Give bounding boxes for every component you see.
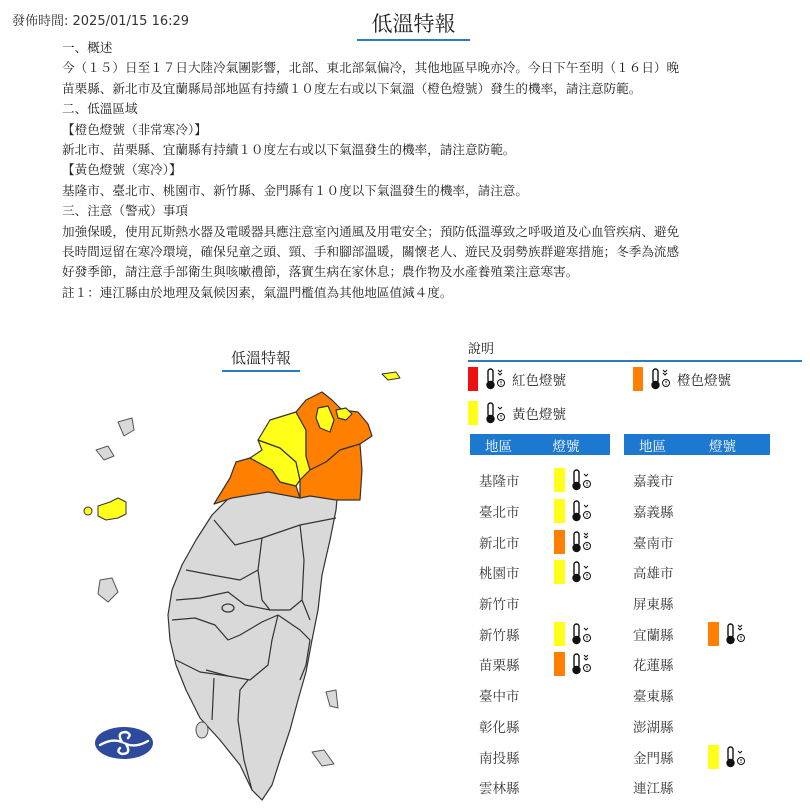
yellow-text: 基隆市、臺北市、桃園市、新竹縣、金門縣有１０度以下氣溫發生的機率，請注意。 <box>62 182 528 198</box>
region-name: 宜蘭縣 <box>633 627 674 644</box>
region-name: 嘉義市 <box>633 474 674 491</box>
yellow-swatch <box>554 468 565 492</box>
signal-indicator <box>554 560 598 584</box>
thermometer-cold-icon <box>649 367 671 391</box>
legend-item-red <box>468 367 633 391</box>
map-region-lienchiang <box>382 372 400 380</box>
region-name: 高雄市 <box>633 566 674 583</box>
yellow-swatch <box>554 560 565 584</box>
orange-swatch <box>708 622 719 646</box>
thermometer-cold-icon <box>570 652 592 676</box>
section-1-heading: 一、概述 <box>62 40 113 55</box>
region-row <box>462 588 598 619</box>
region-row <box>616 680 752 711</box>
header-signal: 燈號 <box>552 438 580 455</box>
region-list-left <box>462 465 598 803</box>
region-row <box>462 649 598 680</box>
section-3-heading: 三、注意（警戒）事項 <box>62 203 188 219</box>
region-name: 苗栗縣 <box>479 658 520 675</box>
region-name: 臺北市 <box>479 505 520 522</box>
orange-swatch <box>554 652 565 676</box>
yellow-swatch <box>468 401 478 425</box>
map-title: 低溫特報 <box>222 347 300 372</box>
section-1-text-line-2: 苗栗縣、新北市及宜蘭縣局部地區有持續１０度左右或以下氣溫（橙色燈號）發生的機率，請注意防範。 <box>62 80 642 96</box>
region-name: 彰化縣 <box>479 719 520 736</box>
region-row <box>462 526 598 557</box>
note-1: 註１：連江縣由於地理及氣候因素，氣溫門檻值為其他地區值減４度。 <box>62 284 453 300</box>
region-row <box>616 649 752 680</box>
region-name: 臺中市 <box>479 689 520 706</box>
region-row <box>616 526 752 557</box>
section-2-heading: 二、低溫區域 <box>62 101 138 117</box>
region-list-right <box>616 465 752 803</box>
thermometer-cold-icon <box>724 622 746 646</box>
thermometer-cold-icon <box>724 745 746 769</box>
signal-indicator <box>554 652 598 676</box>
thermometer-cold-icon <box>570 622 592 646</box>
region-row <box>616 618 752 649</box>
legend <box>468 338 802 430</box>
region-row <box>616 496 752 527</box>
region-name: 嘉義縣 <box>633 505 674 522</box>
region-row <box>462 711 598 742</box>
region-name: 屏東縣 <box>633 597 674 614</box>
region-row <box>462 465 598 496</box>
region-row <box>462 557 598 588</box>
orange-heading: 【橙色燈號（非常寒冷）】 <box>62 121 207 137</box>
region-row <box>616 711 752 742</box>
yellow-swatch <box>554 622 565 646</box>
thermometer-cold-icon <box>570 468 592 492</box>
signal-indicator <box>708 622 752 646</box>
issue-time: 發佈時間: 2025/01/15 16:29 <box>12 14 190 29</box>
thermometer-cold-icon <box>484 367 506 391</box>
legend-label-red: 紅色燈號 <box>512 373 566 389</box>
orange-text: 新北市、苗栗縣、宜蘭縣有持續１０度左右或以下氣溫發生的機率，請注意防範。 <box>62 142 516 158</box>
signal-indicator <box>554 530 598 554</box>
thermometer-cold-icon <box>570 530 592 554</box>
map-region-kinmen <box>98 498 126 520</box>
header-signal: 燈號 <box>709 438 736 455</box>
signal-indicator <box>554 622 598 646</box>
yellow-heading: 【黃色燈號（寒冷）】 <box>62 162 182 178</box>
region-row <box>462 741 598 772</box>
region-name: 桃園市 <box>479 566 520 583</box>
region-name: 新竹市 <box>479 597 520 614</box>
section-1-text-line-1: 今（１５）日至１７日大陸冷氣團影響，北部、東北部氣偏冷，其他地區早晚亦冷。今日下午至明（１６日）晚 <box>62 60 680 76</box>
signal-indicator <box>708 745 752 769</box>
page-title: 低溫特報 <box>357 8 470 41</box>
region-name: 基隆市 <box>479 474 520 491</box>
yellow-swatch <box>708 745 719 769</box>
region-name: 連江縣 <box>633 781 674 798</box>
region-row <box>616 557 752 588</box>
table-header-right <box>624 434 770 455</box>
taiwan-warning-map <box>0 360 460 810</box>
legend-title: 說明 <box>468 338 802 362</box>
section-3-line-3: 好發季節，請注意手部衛生與咳嗽禮節，落實生病在家休息；農作物及水產養殖業注意寒害。 <box>62 264 579 280</box>
region-row <box>462 496 598 527</box>
region-name: 南投縣 <box>479 750 520 767</box>
header-region: 地區 <box>485 438 512 455</box>
signal-indicator <box>554 468 598 492</box>
region-row <box>462 618 598 649</box>
thermometer-cold-icon <box>570 499 592 523</box>
region-row <box>616 741 752 772</box>
red-swatch <box>468 367 478 391</box>
region-row <box>462 680 598 711</box>
region-row <box>616 465 752 496</box>
region-name: 新竹縣 <box>479 627 520 644</box>
legend-item-orange <box>633 367 798 391</box>
region-name: 澎湖縣 <box>633 719 674 736</box>
region-row <box>462 772 598 803</box>
legend-item-yellow <box>468 401 633 425</box>
yellow-swatch <box>554 499 565 523</box>
legend-label-orange: 橙色燈號 <box>677 373 731 389</box>
region-name: 花蓮縣 <box>633 658 674 675</box>
region-row <box>616 772 752 803</box>
section-3-line-1: 加強保暖，使用瓦斯熱水器及電暖器具應注意室內通風及用電安全；預防低溫導致之呼吸道及心血管疾病、避免 <box>62 223 680 239</box>
section-3-line-2: 長時間逗留在寒冷環境，確保兒童之頭、頸、手和腳部溫暖，關懷老人、遊民及弱勢族群避寒措施；冬季為流感 <box>62 244 680 260</box>
region-name: 雲林縣 <box>479 781 520 798</box>
header-region: 地區 <box>639 438 666 455</box>
orange-swatch <box>633 367 643 391</box>
region-name: 臺東縣 <box>633 689 674 706</box>
bulletin-text <box>62 38 782 303</box>
thermometer-cold-icon <box>570 560 592 584</box>
region-name: 新北市 <box>479 535 520 552</box>
signal-indicator <box>554 499 598 523</box>
region-name: 金門縣 <box>633 750 674 767</box>
legend-label-yellow: 黃色燈號 <box>512 407 566 423</box>
region-row <box>616 588 752 619</box>
thermometer-cold-icon <box>484 401 506 425</box>
region-name: 臺南市 <box>633 535 674 552</box>
cwa-logo <box>95 727 153 759</box>
orange-swatch <box>554 530 565 554</box>
table-header-left <box>470 434 610 455</box>
